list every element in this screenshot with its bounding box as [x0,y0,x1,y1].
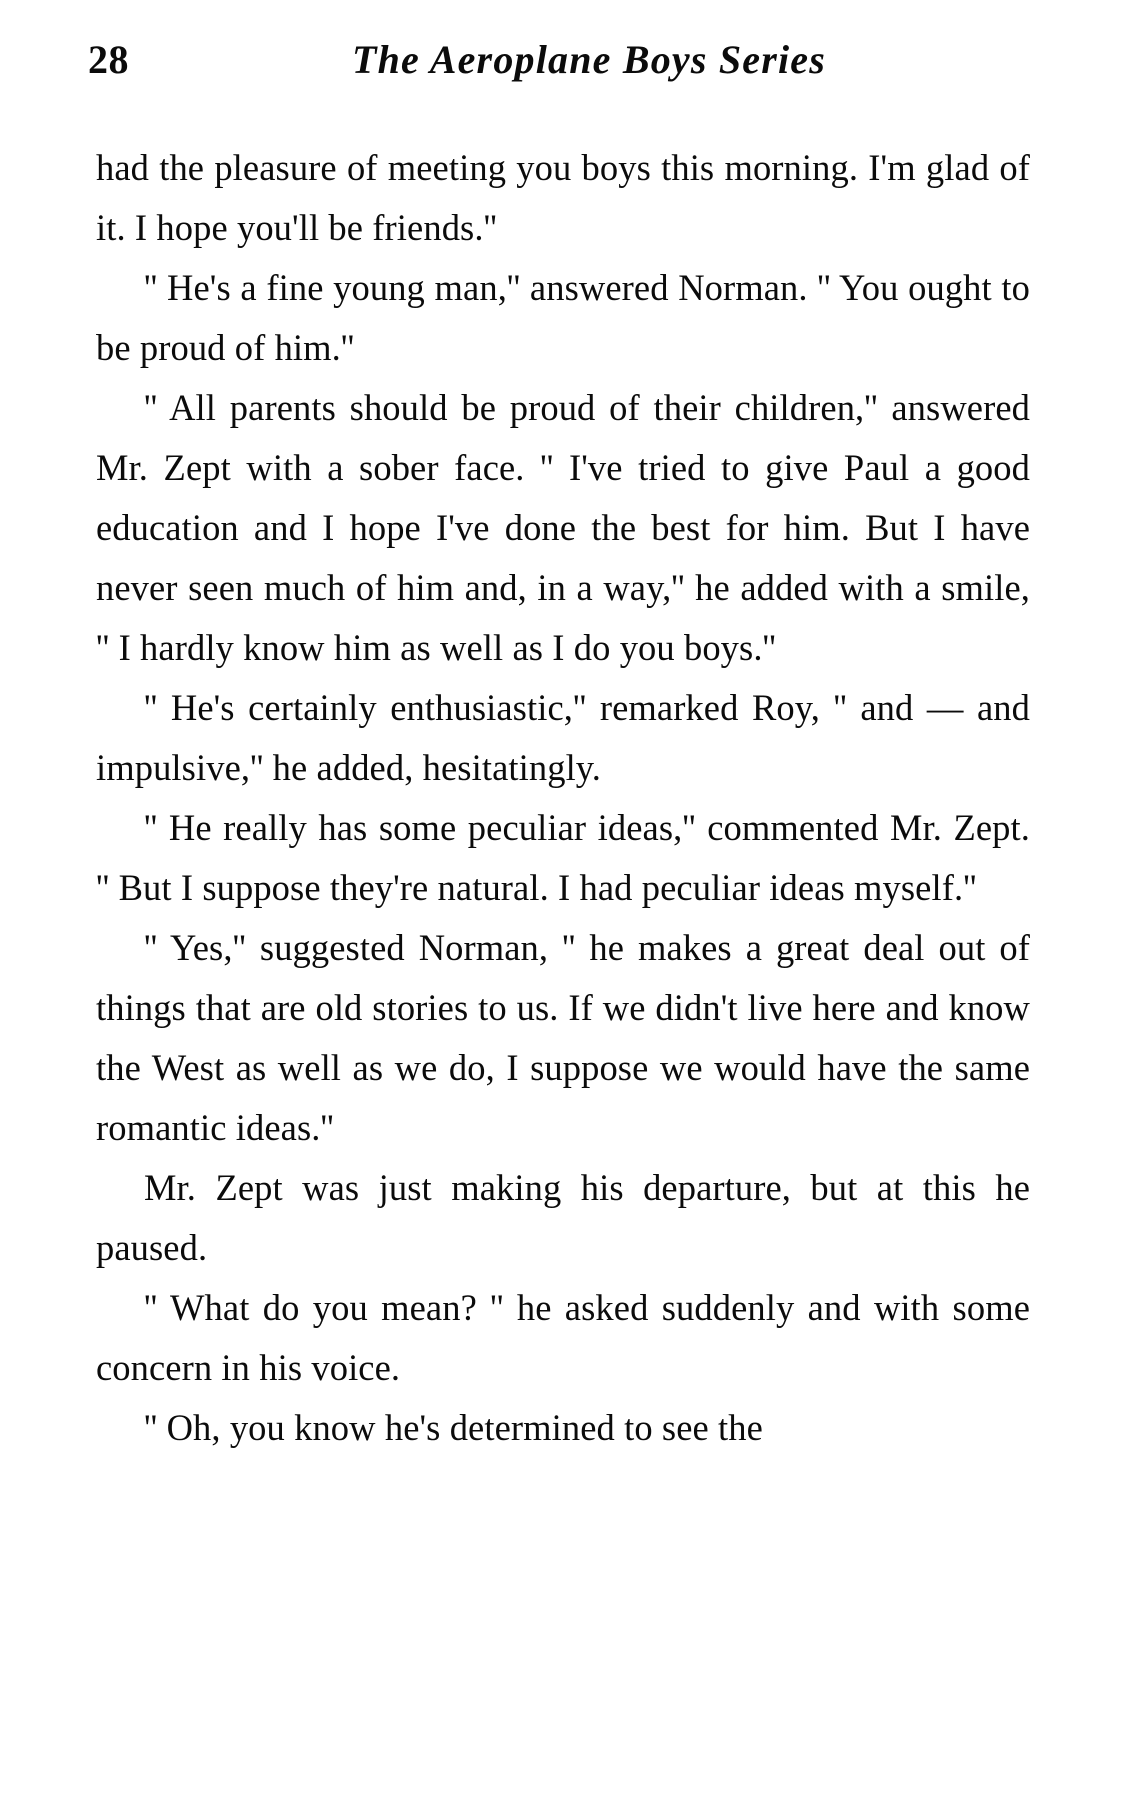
paragraph: '' He's certainly enthusiastic,'' remarked Roy, '' and — and impulsive,'' he added, hesitatingly. [96,687,1030,788]
paragraph: had the pleasure of meeting you boys this morning. I'm glad of it. I hope you'll be friends.'' [96,147,1030,248]
paragraph: '' Yes,'' suggested Norman, '' he makes a great deal out of things that are old stories to us. If we didn't live here and know the West as well as we do, I suppose we would have the same romantic ideas.'' [96,927,1030,1148]
paragraph: Mr. Zept was just making his departure, but at this he paused. [96,1167,1030,1268]
running-head [88,36,1030,96]
paragraph: '' What do you mean? '' he asked suddenly and with some concern in his voice. [96,1287,1030,1388]
body-text [96,138,1030,1458]
running-title: The Aeroplane Boys Series [351,37,827,82]
page-number: 28 [88,37,129,82]
paragraph: '' Oh, you know he's determined to see the [144,1407,763,1448]
paragraph: '' All parents should be proud of their children,'' answered Mr. Zept with a sober face. '' I've tried to give Paul a good education and I hope I've done the best for him. But I have never seen much of him and, in a way,'' he added with a smile, '' I hardly know him as well as I do you boys.'' [96,387,1030,668]
paragraph: '' He's a fine young man,'' answered Norman. '' You ought to be proud of him.'' [96,267,1030,368]
paragraph: '' He really has some peculiar ideas,'' commented Mr. Zept. '' But I suppose they're natural. I had peculiar ideas myself.'' [96,807,1030,908]
